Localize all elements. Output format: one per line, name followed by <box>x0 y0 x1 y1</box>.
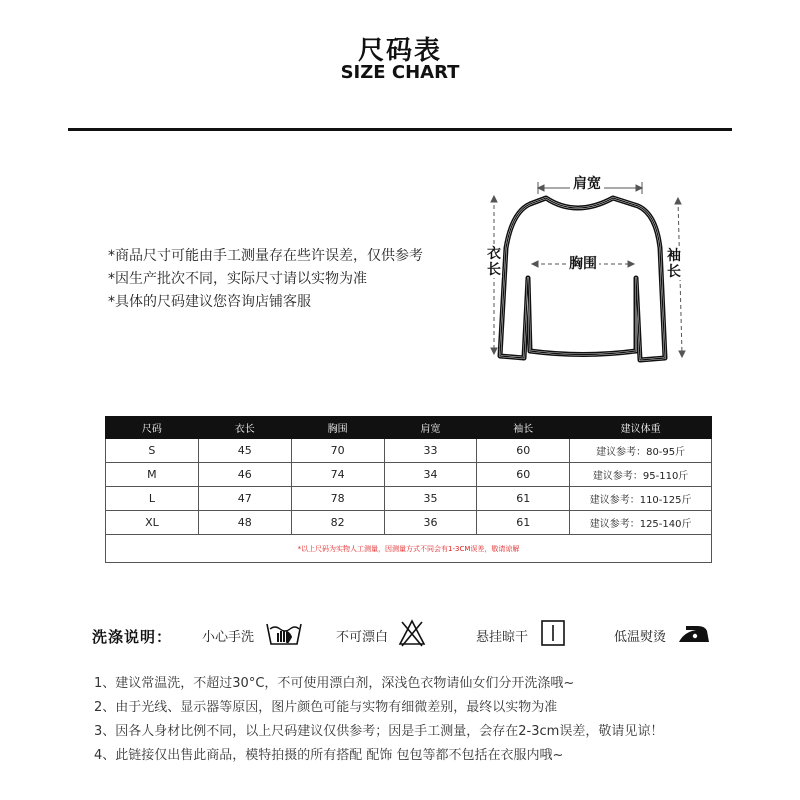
washing-instructions <box>92 618 732 650</box>
sleeve-label: 袖长 <box>667 248 681 280</box>
cell-length: 47 <box>198 487 291 511</box>
cell-weight: 建议参考：125-140斤 <box>570 511 712 535</box>
cell-weight: 建议参考：80-95斤 <box>570 439 712 463</box>
cell-sleeve: 60 <box>477 439 570 463</box>
table-row <box>106 463 712 487</box>
cell-shoulder: 35 <box>384 487 477 511</box>
note-item: *商品尺寸可能由手工测量存在些许误差，仅供参考 <box>108 248 423 264</box>
garment-diagram <box>478 168 700 368</box>
no-bleach-icon <box>398 618 426 652</box>
wash-item-label: 不可漂白 <box>336 630 389 645</box>
tip-item: 2、由于光线、显示器等原因，图片颜色可能与实物有细微差别，最终以实物为准 <box>94 700 558 715</box>
cell-chest: 70 <box>291 439 384 463</box>
wash-item-label: 小心手洗 <box>202 630 255 645</box>
cell-shoulder: 36 <box>384 511 477 535</box>
measurement-notes <box>108 245 423 314</box>
table-header-row <box>106 417 712 439</box>
table-footnote-row <box>106 535 712 563</box>
cell-shoulder: 33 <box>384 439 477 463</box>
cell-size: XL <box>106 511 199 535</box>
note-item: *具体的尺码建议您咨询店铺客服 <box>108 294 311 310</box>
cell-sleeve: 60 <box>477 463 570 487</box>
cell-size: L <box>106 487 199 511</box>
cell-weight: 建议参考：110-125斤 <box>570 487 712 511</box>
tip-item: 4、此链接仅出售此商品，模特拍摄的所有搭配 配饰 包包等都不包括在衣服内哦~ <box>94 748 564 763</box>
table-footnote: *以上尺码为实物人工测量，因测量方式不同会有1-3CM误差，敬请谅解 <box>106 535 712 563</box>
table-row <box>106 439 712 463</box>
cell-size: S <box>106 439 199 463</box>
table-row <box>106 511 712 535</box>
hand-wash-icon <box>264 618 304 652</box>
header-size: 尺码 <box>106 417 199 439</box>
cell-length: 45 <box>198 439 291 463</box>
size-table <box>105 416 712 563</box>
header-shoulder: 肩宽 <box>384 417 477 439</box>
tip-item: 1、建议常温洗，不超过30°C，不可使用漂白剂，深浅色衣物请仙女们分开洗涤哦~ <box>94 676 575 691</box>
cell-sleeve: 61 <box>477 511 570 535</box>
length-label: 衣长 <box>487 246 501 278</box>
care-tips <box>94 672 663 768</box>
chest-label: 胸围 <box>569 256 597 272</box>
tip-item: 3、因各人身材比例不同，以上尺码建议仅供参考；因是手工测量，会存在2-3cm误差，敬请见谅！ <box>94 724 664 739</box>
header-sleeve: 袖长 <box>477 417 570 439</box>
header-weight: 建议体重 <box>570 417 712 439</box>
page-subtitle: SIZE CHART <box>340 62 460 83</box>
washing-title: 洗涤说明： <box>92 628 173 646</box>
hang-dry-icon <box>540 618 566 652</box>
cell-shoulder: 34 <box>384 463 477 487</box>
table-row <box>106 487 712 511</box>
cell-chest: 82 <box>291 511 384 535</box>
cell-length: 48 <box>198 511 291 535</box>
cell-length: 46 <box>198 463 291 487</box>
cell-size: M <box>106 463 199 487</box>
cell-chest: 74 <box>291 463 384 487</box>
cell-weight: 建议参考：95-110斤 <box>570 463 712 487</box>
shoulder-width-label: 肩宽 <box>570 176 604 192</box>
header-chest: 胸围 <box>291 417 384 439</box>
header-length: 衣长 <box>198 417 291 439</box>
low-iron-icon <box>676 618 712 652</box>
cell-chest: 78 <box>291 487 384 511</box>
cell-sleeve: 61 <box>477 487 570 511</box>
wash-item-label: 低温熨烫 <box>614 630 667 645</box>
page-title: 尺码表 <box>357 36 442 66</box>
header-divider <box>68 128 732 131</box>
wash-item-label: 悬挂晾干 <box>476 630 529 645</box>
note-item: *因生产批次不同，实际尺寸请以实物为准 <box>108 271 367 287</box>
